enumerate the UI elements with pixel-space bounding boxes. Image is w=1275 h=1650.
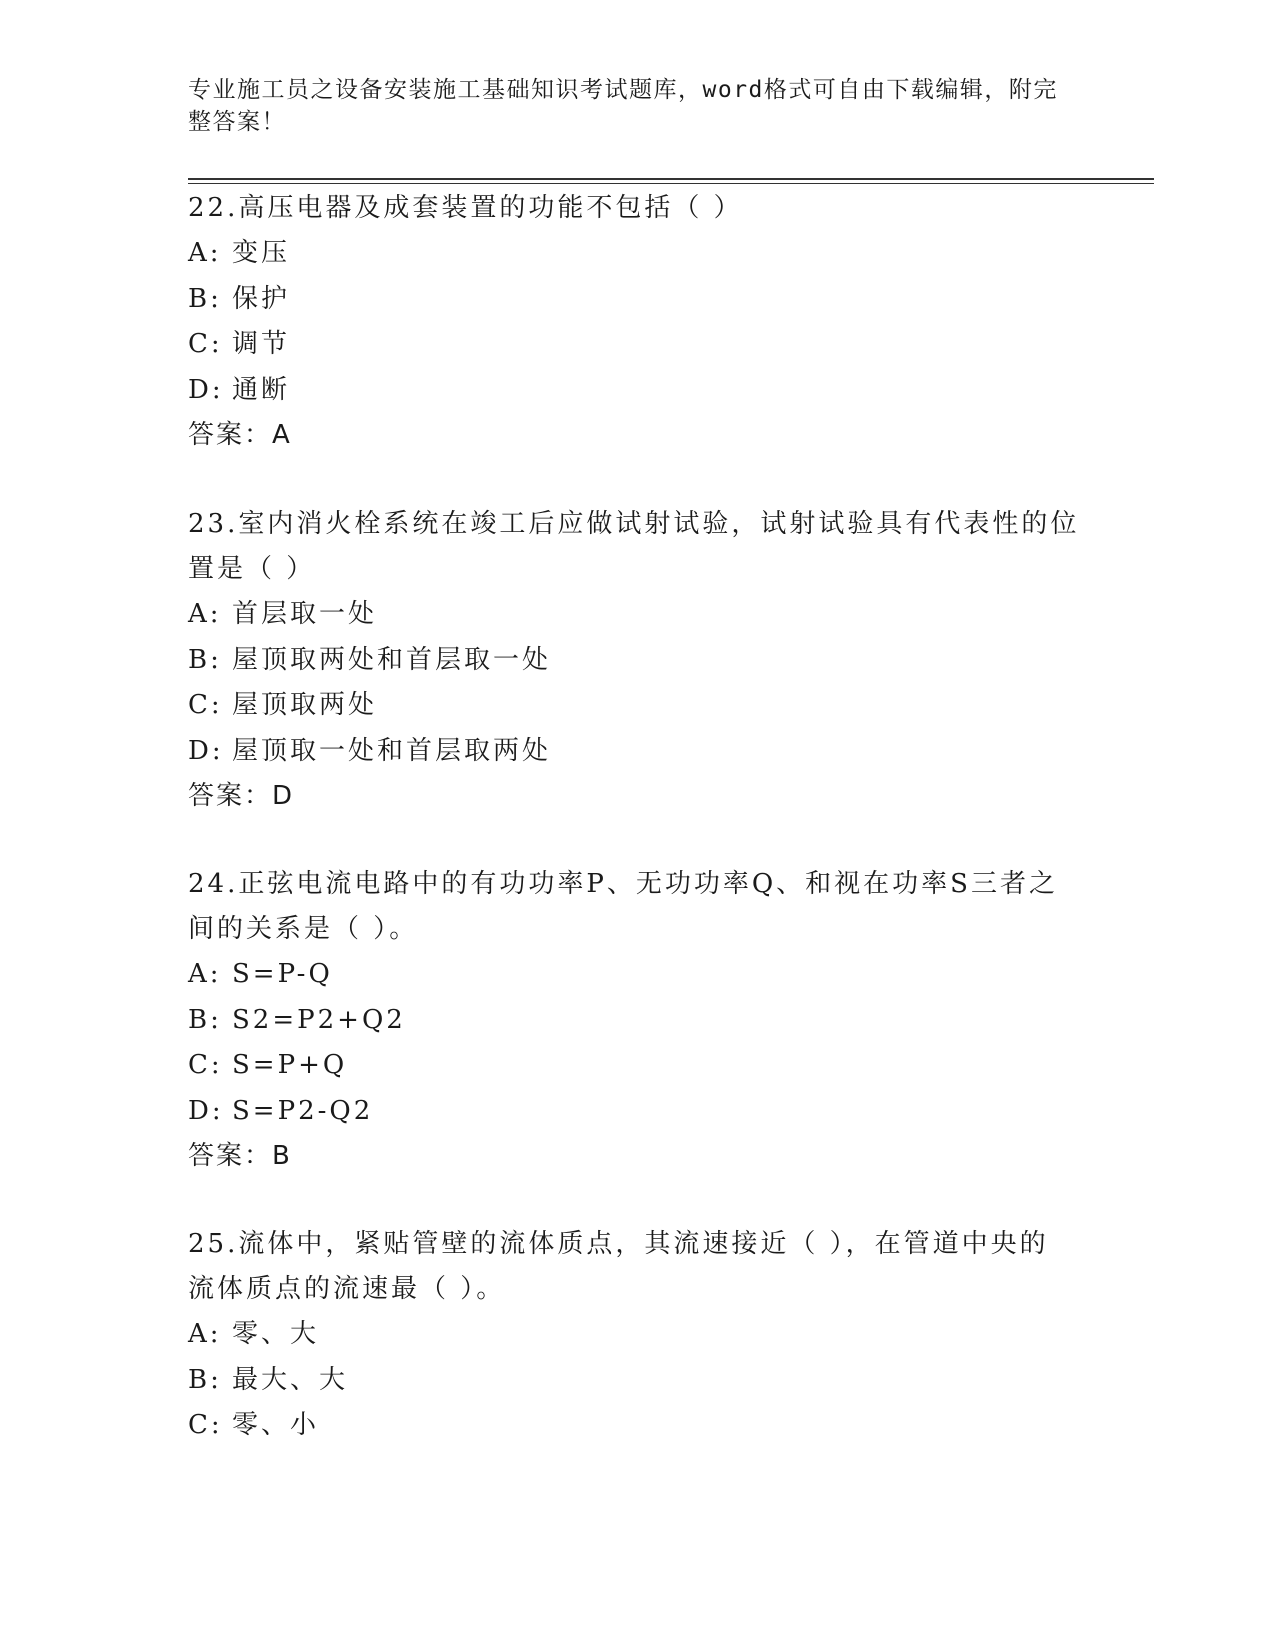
question-22 [188,186,1088,458]
question-text [188,862,1088,907]
option-d [188,1089,1088,1135]
option-d [188,368,1088,414]
question-text-line: 流体中，紧贴管壁的流体质点，其流速接近（ ），在管道中央的 [238,1229,1049,1259]
option-text: 零、小 [232,1410,320,1440]
question-number: 25. [188,1229,239,1259]
option-c [188,322,1088,368]
option-label: A: [188,1319,222,1349]
question-text-line: 高压电器及成套装置的功能不包括（ ） [238,193,743,223]
option-text: S2=P2+Q2 [232,1004,406,1035]
question-23 [188,502,1088,819]
option-label: C: [188,1050,223,1080]
question-25 [188,1222,1088,1449]
option-label: A: [188,959,222,989]
option-label: C: [188,329,223,359]
option-label: B: [188,1364,222,1395]
question-text-continued: 流体质点的流速最（ ）。 [188,1274,506,1304]
option-label: D: [188,1095,224,1126]
option-text: 零、大 [232,1319,320,1349]
question-text [188,502,1088,547]
option-label: D: [188,735,224,766]
option-b [188,1358,1088,1404]
question-number: 24. [188,869,239,899]
option-text: 屋顶取两处和首层取一处 [232,644,552,675]
option-label: B: [188,283,222,314]
option-c [188,1403,1088,1449]
header-divider-thin [188,183,1154,184]
header-line-1: 专业施工员之设备安装施工基础知识考试题库，word格式可自由下载编辑，附完 [188,77,1058,103]
option-c [188,1043,1088,1089]
option-label: C: [188,1410,223,1440]
option-text: 首层取一处 [232,599,378,629]
option-label: B: [188,644,222,675]
question-text-continued: 置是（ ） [188,554,316,584]
header-line-2: 整答案！ [188,109,286,135]
option-a [188,231,1088,277]
answer-line: 答案：D [188,781,295,811]
option-text: S=P-Q [232,959,333,989]
question-number: 23. [188,509,239,539]
option-label: C: [188,690,223,720]
option-a [188,1312,1088,1358]
question-number: 22. [188,193,239,223]
question-text-continued: 间的关系是（ ）。 [188,914,419,944]
option-text: S=P+Q [232,1050,348,1080]
option-text: 屋顶取一处和首层取两处 [232,735,552,766]
option-d [188,729,1088,775]
option-label: A: [188,238,222,268]
option-text: 最大、大 [232,1364,349,1395]
header-divider-thick [188,178,1154,180]
option-text: 保护 [232,283,291,314]
option-a [188,952,1088,998]
option-label: D: [188,374,224,405]
option-label: A: [188,599,222,629]
option-b [188,638,1088,684]
option-label: B: [188,1004,222,1035]
document-header [188,74,1068,138]
option-b [188,998,1088,1044]
answer-line: 答案：B [188,1141,292,1171]
answer-line: 答案：A [188,420,292,450]
option-a [188,592,1088,638]
option-text: 调节 [232,329,291,359]
option-text: S=P2-Q2 [232,1095,374,1126]
question-text [188,1222,1088,1267]
question-text-line: 正弦电流电路中的有功功率P、无功功率Q、和视在功率S三者之 [238,869,1058,899]
question-text [188,186,1088,231]
option-text: 变压 [232,238,291,268]
option-b [188,277,1088,323]
question-24 [188,862,1088,1179]
question-text-line: 室内消火栓系统在竣工后应做试射试验，试射试验具有代表性的位 [238,509,1080,539]
option-text: 屋顶取两处 [232,690,378,720]
option-c [188,683,1088,729]
option-text: 通断 [232,374,291,405]
